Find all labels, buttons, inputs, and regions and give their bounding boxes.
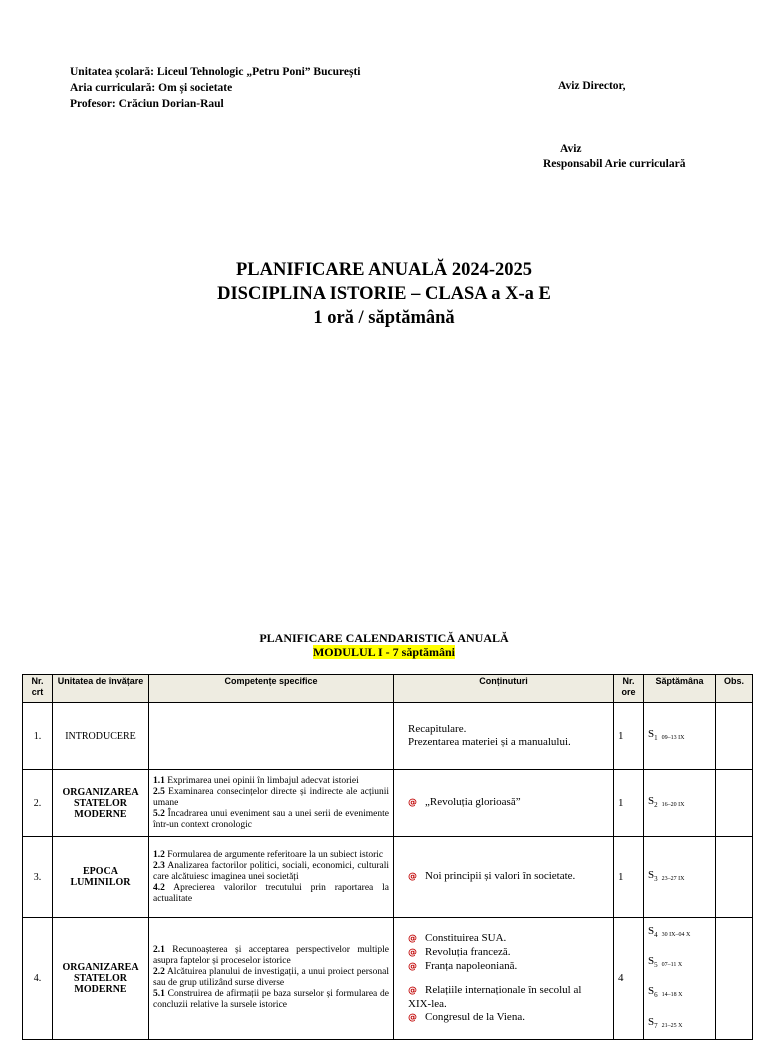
week-number: 3 <box>654 875 658 884</box>
competence-code: 4.2 <box>153 882 165 893</box>
header-nr: Nr. crt <box>23 675 53 703</box>
week-cell <box>644 837 716 918</box>
week-number: 7 <box>654 1021 658 1030</box>
row-number: 1. <box>23 703 53 770</box>
competences-cell <box>149 770 394 837</box>
at-sign-bullet-icon: @ <box>408 985 417 996</box>
competence-text: Analizarea factorilor politici, sociali, economici, culturali care alcătuiesc imaginea unei societăți <box>153 860 389 882</box>
content-item <box>408 1011 607 1025</box>
content-text: Congresul de la Viena. <box>425 1010 525 1023</box>
at-sign-bullet-icon: @ <box>408 798 417 808</box>
week-letter: S <box>648 1015 655 1028</box>
competence-text: Alcătuirea planului de investigații, a unui proiect personal sau de grup utilizând surse diverse <box>153 967 389 989</box>
contents-list <box>408 870 607 884</box>
competence-text: Încadrarea unui eveniment sau a unei serii de evenimente într-un context cronologic <box>153 808 389 830</box>
week-cell <box>644 703 716 770</box>
content-text: Revoluția franceză. <box>425 945 511 958</box>
hours-count: 1 <box>614 837 644 918</box>
week-number: 6 <box>654 991 658 1000</box>
header-hours: Nr. ore <box>614 675 644 703</box>
week-item <box>648 1009 715 1039</box>
aviz-director: Aviz Director, <box>558 80 626 92</box>
school-name: Unitatea școlară: Liceul Tehnologic „Petru Poni” București <box>70 66 361 78</box>
content-item <box>408 946 607 960</box>
learning-unit: EPOCA LUMINILOR <box>53 837 149 918</box>
contents-list <box>408 796 607 810</box>
week-letter: S <box>648 868 655 881</box>
aviz-responsabil <box>543 142 685 172</box>
competence-text: Examinarea consecințelor directe și indirecte ale acțiunii umane <box>153 786 389 808</box>
title-line-3: 1 oră / săptămână <box>313 308 455 328</box>
competence-item <box>153 809 389 830</box>
at-sign-bullet-icon: @ <box>408 1012 417 1023</box>
competence-item <box>153 883 389 904</box>
content-text: Franța napoleoniană. <box>425 959 518 972</box>
week-dates: 07–11 X <box>661 962 683 969</box>
competences-cell <box>149 837 394 918</box>
competence-text: Construirea de afirmații pe baza surselor și formularea de concluzii relative la sursele istorice <box>153 989 389 1011</box>
school-header <box>70 64 360 112</box>
learning-unit: ORGANIZAREA STATELOR MODERNE <box>53 770 149 837</box>
competence-item <box>153 850 383 860</box>
competence-text: Recunoașterea și acceptarea perspectivelor multiple asupra faptelor și proceselor istorice <box>153 945 389 967</box>
week-cell <box>644 918 716 1040</box>
competence-item <box>153 861 389 882</box>
week-dates: 14–18 X <box>661 992 683 999</box>
obs-cell <box>716 703 753 770</box>
calendar-heading <box>0 631 768 659</box>
week-item <box>648 788 715 818</box>
header-unit: Unitatea de învățare <box>53 675 149 703</box>
header-contents: Conținuturi <box>394 675 614 703</box>
learning-unit: INTRODUCERE <box>53 703 149 770</box>
week-dates: 16–20 IX <box>661 801 685 808</box>
contents-cell <box>394 918 614 1040</box>
content-item <box>408 796 607 810</box>
calendar-title: PLANIFICARE CALENDARISTICĂ ANUALĂ <box>259 631 509 645</box>
contents-list <box>408 723 607 749</box>
header-obs: Obs. <box>716 675 753 703</box>
content-item <box>408 932 607 946</box>
hours-count: 4 <box>614 918 644 1040</box>
row-number: 3. <box>23 837 53 918</box>
competence-item <box>153 776 359 786</box>
content-item <box>408 723 607 736</box>
at-sign-bullet-icon: @ <box>408 947 417 958</box>
content-text: Noi principii și valori în societate. <box>425 870 576 882</box>
competence-code: 1.2 <box>153 849 165 860</box>
planning-table <box>22 674 753 1040</box>
competence-text: Exprimarea unei opinii în limbajul adecvat istoriei <box>164 775 359 786</box>
competence-code: 1.1 <box>153 775 165 786</box>
competences-cell <box>149 918 394 1040</box>
competence-text: Formularea de argumente referitoare la un subiect istoric <box>164 849 384 860</box>
table-row <box>23 837 753 918</box>
title-line-1: PLANIFICARE ANUALĂ 2024-2025 <box>235 260 532 280</box>
content-text: Relațiile internaționale în secolul al XIX-lea. <box>408 983 582 1010</box>
week-cell <box>644 770 716 837</box>
row-number: 2. <box>23 770 53 837</box>
week-item <box>648 918 715 948</box>
contents-cell <box>394 703 614 770</box>
content-text: Prezentarea materiei și a manualului. <box>408 736 571 748</box>
content-text: Recapitulare. <box>408 723 467 735</box>
competence-item <box>153 945 389 966</box>
hours-count: 1 <box>614 770 644 837</box>
contents-list <box>408 932 607 1025</box>
header-competences: Competențe specifice <box>149 675 394 703</box>
competence-text: Aprecierea valorilor trecutului prin raportarea la actualitate <box>153 882 389 904</box>
curricular-area: Aria curriculară: Om și societate <box>70 82 233 94</box>
competence-code: 5.1 <box>153 989 165 1000</box>
competence-code: 2.2 <box>153 967 165 978</box>
content-item <box>408 960 607 974</box>
obs-cell <box>716 837 753 918</box>
week-letter: S <box>648 955 655 968</box>
competences-cell <box>149 703 394 770</box>
week-number: 2 <box>654 801 658 810</box>
table-row <box>23 703 753 770</box>
week-dates: 09–13 IX <box>661 734 685 741</box>
week-item <box>648 862 715 892</box>
contents-cell <box>394 837 614 918</box>
title-line-2: DISCIPLINA ISTORIE – CLASA a X-a E <box>217 284 551 304</box>
content-text: „Revoluția glorioasă” <box>425 796 521 808</box>
competence-code: 5.2 <box>153 808 165 819</box>
week-item <box>648 721 715 751</box>
competence-item <box>153 989 389 1010</box>
table-row <box>23 918 753 1040</box>
document-title <box>0 258 768 330</box>
at-sign-bullet-icon: @ <box>408 933 417 944</box>
aviz-responsabil-label: Responsabil Arie curriculară <box>543 158 686 170</box>
header-week: Săptămâna <box>644 675 716 703</box>
week-item <box>648 948 715 978</box>
at-sign-bullet-icon: @ <box>408 961 417 972</box>
competence-item <box>153 967 389 988</box>
week-number: 4 <box>654 931 658 940</box>
week-dates: 30 IX–04 X <box>661 932 691 938</box>
week-letter: S <box>648 727 655 740</box>
obs-cell <box>716 770 753 837</box>
competence-code: 2.5 <box>153 786 165 797</box>
week-number: 5 <box>654 961 658 970</box>
competence-code: 2.3 <box>153 860 165 871</box>
week-letter: S <box>648 794 655 807</box>
content-item <box>408 984 607 1011</box>
table-row <box>23 770 753 837</box>
learning-unit: ORGANIZAREA STATELOR MODERNE <box>53 918 149 1040</box>
obs-cell <box>716 918 753 1040</box>
week-dates: 23–27 IX <box>661 875 685 882</box>
week-letter: S <box>648 925 655 937</box>
at-sign-bullet-icon: @ <box>408 872 417 882</box>
contents-cell <box>394 770 614 837</box>
week-number: 1 <box>654 734 658 743</box>
module-label: MODULUL I - 7 săptămâni <box>312 645 455 659</box>
competence-item <box>153 787 389 808</box>
week-item <box>648 978 715 1008</box>
content-text: Constituirea SUA. <box>425 931 507 944</box>
teacher-name: Profesor: Crăciun Dorian-Raul <box>70 98 224 110</box>
table-header-row <box>23 675 753 703</box>
aviz-label: Aviz <box>560 143 582 155</box>
content-item <box>408 736 607 749</box>
week-letter: S <box>648 985 655 998</box>
row-number: 4. <box>23 918 53 1040</box>
week-dates: 21–25 X <box>661 1022 683 1029</box>
competence-code: 2.1 <box>153 945 165 956</box>
hours-count: 1 <box>614 703 644 770</box>
content-item <box>408 870 607 884</box>
